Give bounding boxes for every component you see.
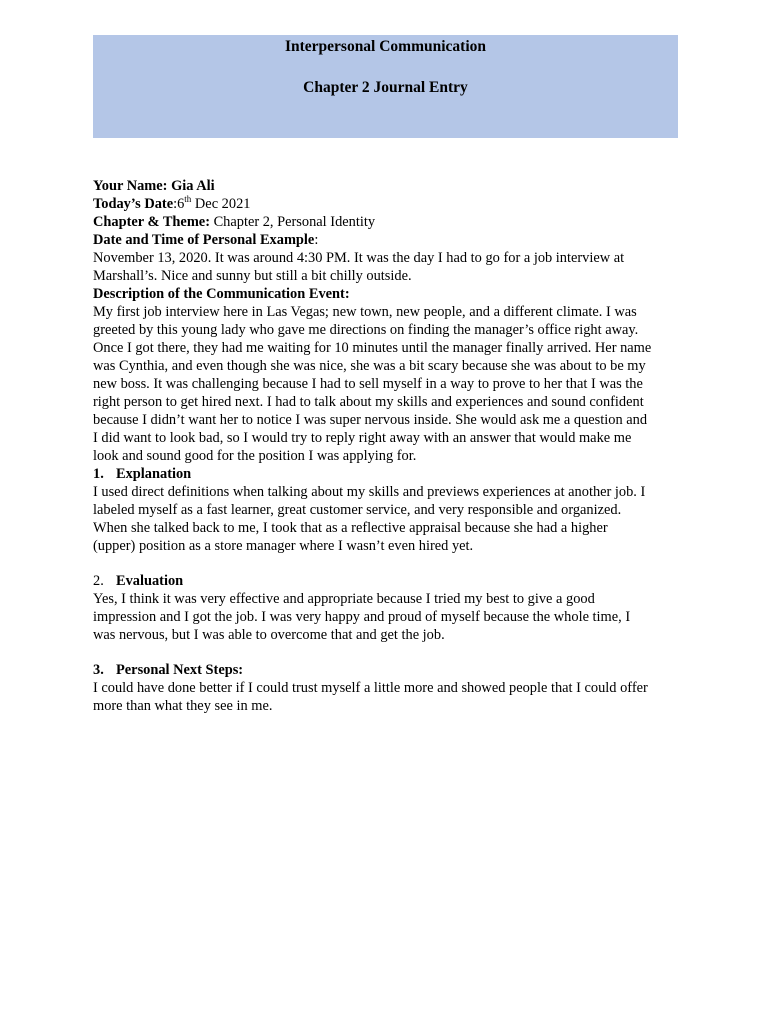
name-value: Gia Ali — [167, 178, 215, 194]
text-line: impression and I got the job. I was very happy and proud of myself because the whole time, I — [93, 609, 631, 625]
text-line: I did want to look bad, so I would try to reply right away with an answer that would make me — [93, 430, 632, 446]
theme-value: Chapter 2, Personal Identity — [209, 214, 376, 230]
name-row — [93, 177, 683, 195]
text-line: I used direct definitions when talking about my skills and previews experiences at another job. I — [93, 484, 646, 500]
description-label: Description of the Communication Event: — [93, 286, 350, 302]
description-text — [93, 303, 683, 465]
section-heading: Personal Next Steps: — [116, 662, 244, 678]
journal-body — [93, 177, 683, 715]
section-evaluation-text — [93, 590, 683, 644]
section-explanation-heading — [93, 465, 683, 483]
section-number: 3. — [93, 662, 104, 678]
text-line: was nervous, but I was able to overcome that and get the job. — [93, 627, 445, 643]
date-row — [93, 195, 683, 213]
theme-label: Chapter & Theme: — [93, 214, 210, 230]
text-line: When she talked back to me, I took that as a reflective appraisal because she had a higher — [93, 520, 608, 536]
section-heading: Explanation — [116, 466, 192, 482]
text-line: Marshall’s. Nice and sunny but still a bit chilly outside. — [93, 268, 412, 284]
text-line: November 13, 2020. It was around 4:30 PM. It was the day I had to go for a job interview at — [93, 250, 625, 266]
text-line: more than what they see in me. — [93, 698, 273, 714]
document-title: Interpersonal Communication — [284, 38, 487, 55]
section-next-steps-text — [93, 679, 683, 715]
example-label: Date and Time of Personal Example — [93, 232, 315, 248]
date-label: Today’s Date — [93, 196, 174, 212]
name-label: Your Name: — [93, 178, 168, 194]
text-line: greeted by this young lady who gave me directions on finding the manager’s office right away. — [93, 322, 639, 338]
example-colon: : — [314, 232, 319, 248]
date-separator: : — [173, 196, 178, 212]
text-line: Yes, I think it was very effective and appropriate because I tried my best to give a good — [93, 591, 595, 607]
document-subtitle: Chapter 2 Journal Entry — [303, 79, 468, 96]
text-line: I could have done better if I could trust myself a little more and showed people that I could offer — [93, 680, 648, 696]
example-text — [93, 249, 683, 285]
text-line: (upper) position as a store manager where I wasn’t even hired yet. — [93, 538, 474, 554]
spacer — [93, 555, 683, 572]
date-value: Dec 2021 — [191, 196, 251, 212]
text-line: new boss. It was challenging because I had to sell myself in a way to prove to her that I was the — [93, 376, 643, 392]
header-banner — [93, 35, 678, 138]
section-next-steps-heading — [93, 661, 683, 679]
section-heading: Evaluation — [116, 573, 184, 589]
text-line: Once I got there, they had me waiting for 10 minutes until the manager finally arrived. Her name — [93, 340, 652, 356]
date-day: 6 — [177, 196, 185, 212]
section-number: 1. — [93, 466, 104, 482]
text-line: labeled myself as a fast learner, great customer service, and very responsible and organized. — [93, 502, 622, 518]
theme-row — [93, 213, 683, 231]
spacer — [93, 644, 683, 661]
text-line: right person to get hired next. I had to talk about my skills and experiences and sound confident — [93, 394, 644, 410]
section-evaluation-heading — [93, 572, 683, 590]
section-number: 2. — [93, 573, 104, 589]
text-line: was Cynthia, and even though she was nice, she was a bit scary because she was about to be my — [93, 358, 646, 374]
text-line: because I didn’t want her to notice I was super nervous inside. She would ask me a question and — [93, 412, 648, 428]
date-suffix: th — [184, 194, 192, 205]
section-explanation-text — [93, 483, 683, 555]
text-line: My first job interview here in Las Vegas; new town, new people, and a different climate. I was — [93, 304, 637, 320]
text-line: look and sound good for the position I was applying for. — [93, 448, 417, 464]
example-row — [93, 231, 683, 249]
